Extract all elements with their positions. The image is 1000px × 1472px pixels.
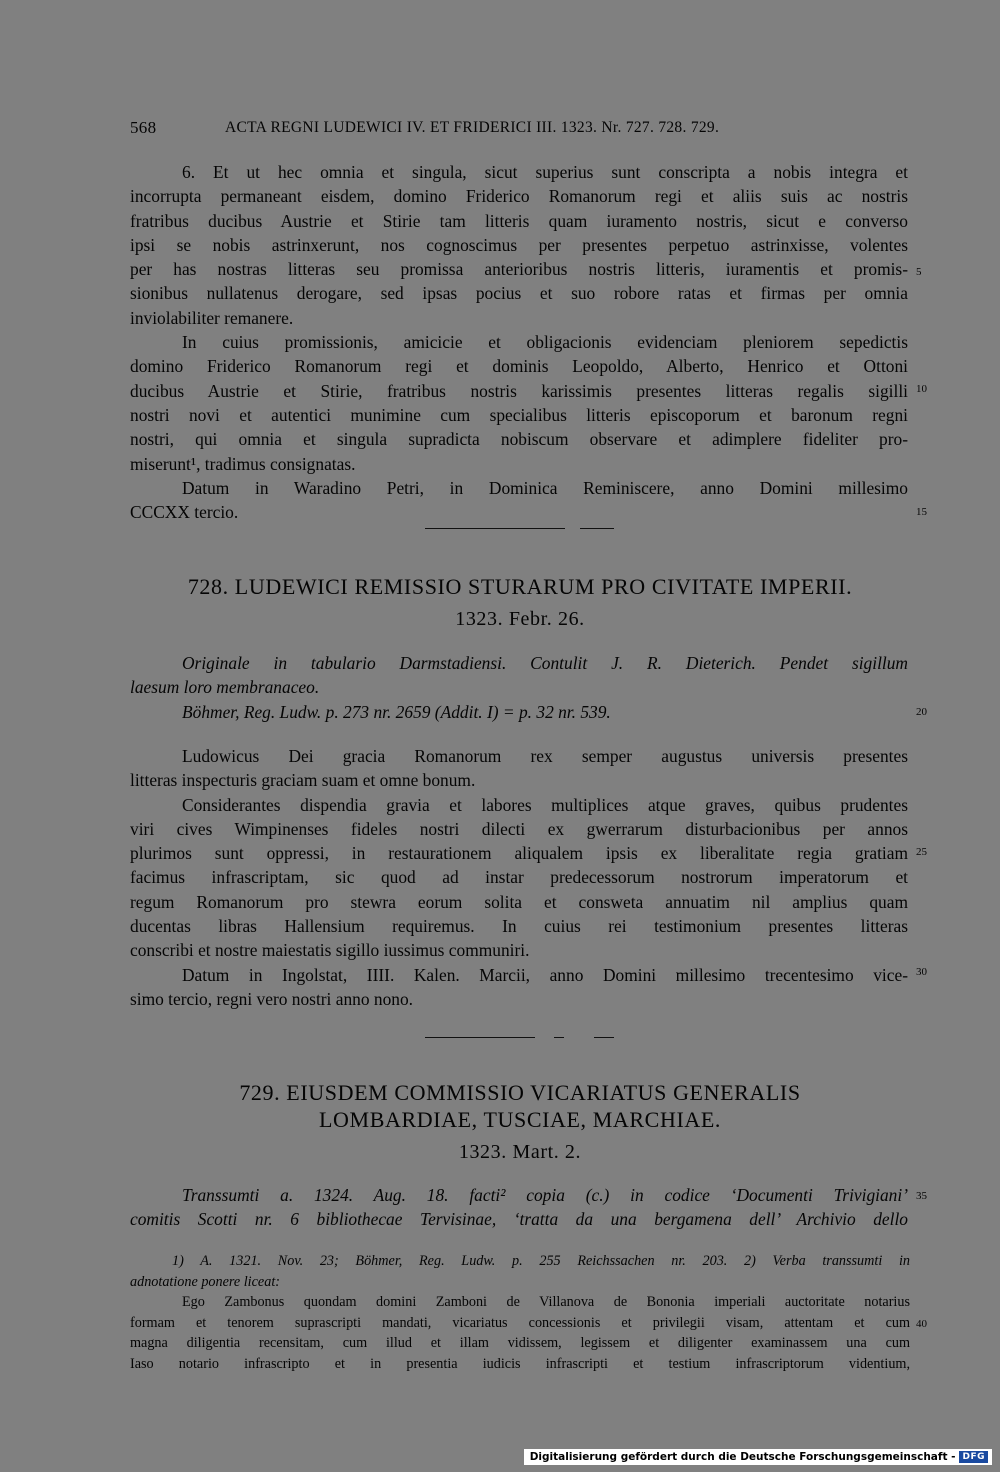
margin-line-number: 5 (916, 266, 922, 278)
doc728-source (130, 651, 908, 724)
doc729-source (130, 1183, 908, 1232)
text-line: fratribus ducibus Austrie et Stirie tam litteris quam iuramento nostris, sicut e converso (130, 210, 908, 231)
margin-line-number: 40 (916, 1318, 927, 1330)
dfg-logo: DFG (959, 1451, 988, 1463)
text-line: litteras inspecturis graciam suam et omne bonum. (130, 770, 476, 791)
text-line: In cuius promissionis, amicicie et obligacionis evidenciam pleniorem sepedictis (182, 332, 908, 353)
funding-text: Digitalisierung gefördert durch die Deutsche Forschungsgemeinschaft - (529, 1451, 956, 1463)
source-line: Transsumti a. 1324. Aug. 18. facti² copia (c.) in codice ‘Documenti Trivigiani’ (182, 1185, 908, 1205)
doc728-title: 728. LUDEWICI REMISSIO STURARUM PRO CIVITATE IMPERII. (187, 574, 853, 599)
text-line: Datum in Waradino Petri, in Dominica Reminiscere, anno Domini millesimo (182, 477, 908, 498)
margin-line-number: 35 (916, 1190, 927, 1202)
source-line: laesum loro membranaceo. (130, 677, 320, 698)
text-line: nostri, qui omnia et singula supradicta nobiscum observare et adimplere fideliter pro- (130, 429, 908, 450)
page-number: 568 (130, 118, 157, 137)
separator-rule (425, 528, 565, 529)
footnote-line: magna diligentia recensitam, cum illud et illam vidissem, legissem et diligenter examinassem una cum (130, 1335, 910, 1352)
margin-line-number: 15 (916, 506, 927, 518)
margin-line-number: 10 (916, 383, 927, 395)
doc729-title-line1: 729. EIUSDEM COMMISSIO VICARIATUS GENERALIS (239, 1080, 801, 1105)
text-line: ducibus Austrie et Stirie, fratribus nostris karissimis presentes litteras regalis sigilli (130, 380, 908, 401)
doc728-date: 1323. Febr. 26. (455, 608, 585, 630)
text-line: 6. Et ut hec omnia et singula, sicut superius sunt conscripta a nobis integra et (182, 162, 908, 182)
margin-line-number: 20 (916, 706, 927, 718)
text-line: ipsi se nobis astrinxerunt, nos cognoscimus per presentes perpetuo astrinxisse, volentes (130, 234, 908, 255)
footnotes (130, 1251, 910, 1375)
separator-rule (580, 528, 614, 529)
doc729-date: 1323. Mart. 2. (458, 1141, 582, 1163)
text-line: miserunt¹, tradimus consignatas. (130, 453, 356, 474)
text-line: sionibus nullatenus derogare, sed ipsas pocius et suo robore ratas et firmas per omnia (130, 283, 908, 304)
doc728-text (130, 744, 908, 1011)
running-title: ACTA REGNI LUDEWICI IV. ET FRIDERICI III. 1323. Nr. 727. 728. 729. (225, 119, 720, 136)
text-line: ducentas libras Hallensium requiremus. In cuius rei testimonium presentes litteras (130, 916, 908, 937)
doc727-text (130, 160, 908, 524)
text-line: Considerantes dispendia gravia et labores multiplices atque graves, quibus prudentes (182, 794, 908, 815)
text-line: inviolabiliter remanere. (130, 307, 294, 328)
footnote-line: Ego Zambonus quondam domini Zamboni de Villanova de Bononia imperiali auctoritate notarius (182, 1294, 910, 1311)
separator-rule (425, 1037, 535, 1038)
source-line: Originale in tabulario Darmstadiensi. Contulit J. R. Dieterich. Pendet sigillum (182, 653, 908, 673)
text-line: viri cives Wimpinenses fideles nostri dilecti ex gwerrarum disturbacionibus per annos (130, 818, 908, 839)
text-line: per has nostras litteras seu promissa anterioribus nostris litteris, iuramentis et promis- (130, 259, 908, 280)
text-line: facimus infrascriptam, sic quod ad instar predecessorum nostrorum imperatorum et (130, 867, 908, 888)
text-line: Datum in Ingolstat, IIII. Kalen. Marcii, anno Domini millesimo trecentesimo vice- (182, 964, 908, 985)
footnote-line: Iaso notario infrascripto et in presentia iudicis infrascripti et testium infrascriptorum videntium, (130, 1355, 910, 1372)
margin-line-number: 25 (916, 846, 927, 858)
text-line: domino Friderico Romanorum regi et dominis Leopoldo, Alberto, Henrico et Ottoni (130, 356, 908, 377)
text-line: Ludowicus Dei gracia Romanorum rex semper augustus universis presentes (182, 746, 908, 766)
text-line: conscribi et nostre maiestatis sigillo iussimus communiri. (130, 940, 530, 961)
text-line: simo tercio, regni vero nostri anno nono. (130, 988, 414, 1009)
text-line: nostri novi et autentici munimine cum specialibus litteris episcoporum et baronum regni (130, 404, 908, 425)
text-line: CCCXX tercio. (130, 502, 239, 523)
text-line: incorrupta permaneant eisdem, domino Friderico Romanorum regi et aliis suis ac nostris (130, 186, 908, 207)
dfg-funding-banner (524, 1449, 992, 1465)
doc729-title-line2: LOMBARDIAE, TUSCIAE, MARCHIAE. (319, 1107, 721, 1132)
footnote-line: formam et tenorem suprascripti mandati, vicariatus concessionis et privilegii visam, attentam et cum (130, 1314, 910, 1331)
footnote-line: 1) A. 1321. Nov. 23; Böhmer, Reg. Ludw. p. 255 Reichssachen nr. 203. 2) Verba transsumti in (172, 1253, 910, 1269)
text-line: regum Romanorum pro stewra eorum solita et consweta annuatim nil amplius quam (130, 891, 908, 912)
separator-rule (594, 1037, 614, 1038)
source-line: comitis Scotti nr. 6 bibliothecae Tervisinae, ‘tratta da una bergamena dell’ Archivio dello (130, 1209, 908, 1230)
footnote-line: adnotatione ponere liceat: (130, 1273, 280, 1290)
source-line: Böhmer, Reg. Ludw. p. 273 nr. 2659 (Addit. I) = p. 32 nr. 539. (182, 701, 611, 722)
separator-rule (554, 1037, 564, 1038)
margin-line-number: 30 (916, 966, 927, 978)
text-line: plurimos sunt oppressi, in restaurationem aliqualem ipsis ex liberalitate regia gratiam (130, 843, 908, 864)
